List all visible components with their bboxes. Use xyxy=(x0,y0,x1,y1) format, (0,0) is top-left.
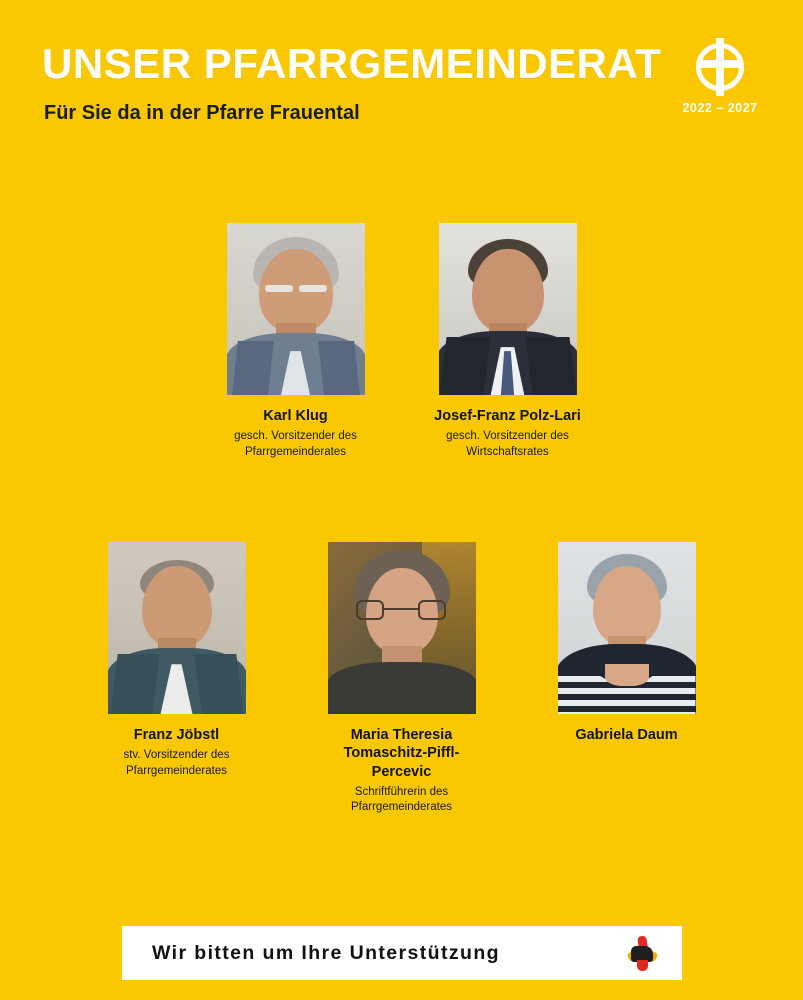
person-role xyxy=(423,429,593,460)
portrait-gabriela-daum xyxy=(558,542,696,714)
person-name: Karl Klug xyxy=(263,408,328,425)
person-role-line2: Pfarrgemeinderates xyxy=(126,764,227,777)
person-role-line1: gesch. Vorsitzender des xyxy=(234,430,357,443)
donation-figure-icon xyxy=(626,934,660,972)
person-role xyxy=(211,429,381,460)
person-card xyxy=(317,542,487,815)
person-card xyxy=(542,542,712,748)
page-title: UNSER PFARRGEMEINDERAT xyxy=(42,40,662,87)
portrait-franz-joebstl xyxy=(108,542,246,714)
person-name: Josef-Franz Polz-Lari xyxy=(434,408,581,425)
person-card xyxy=(211,223,381,460)
portrait-maria-theresia-tomaschitz-piffl-percevic xyxy=(328,542,476,714)
person-role-line2: Wirtschaftsrates xyxy=(466,445,549,458)
council-row-two xyxy=(0,542,803,815)
person-name xyxy=(317,726,487,780)
person-role-line2: Pfarrgemeinderates xyxy=(351,801,452,814)
person-role xyxy=(317,785,487,816)
person-role xyxy=(92,748,262,779)
council-row-one xyxy=(0,223,803,460)
page-subtitle: Für Sie da in der Pfarre Frauental xyxy=(44,102,360,125)
person-card xyxy=(423,223,593,460)
cross-badge-icon xyxy=(693,40,747,94)
person-role-line2: Pfarrgemeinderates xyxy=(245,445,346,458)
person-role-line1: Schriftführerin des xyxy=(354,785,449,798)
portrait-josef-franz-polz-lari xyxy=(439,223,577,395)
person-name: Franz Jöbstl xyxy=(133,727,220,744)
term-years: 2022 – 2027 xyxy=(682,101,758,115)
page-header xyxy=(0,0,803,125)
person-name: Gabriela Daum xyxy=(575,727,678,744)
portrait-karl-klug xyxy=(227,223,365,395)
person-role-line1: gesch. Vorsitzender des xyxy=(446,430,569,443)
person-card xyxy=(92,542,262,779)
parish-logo xyxy=(675,40,765,115)
person-role-line1: stv. Vorsitzender des xyxy=(123,749,230,762)
person-name-line2: Tomaschitz-Piffl-Percevic xyxy=(343,745,460,780)
person-name-line1: Maria Theresia xyxy=(350,727,453,744)
support-banner-text: Wir bitten um Ihre Unterstützung xyxy=(152,941,500,964)
support-banner xyxy=(122,926,682,980)
